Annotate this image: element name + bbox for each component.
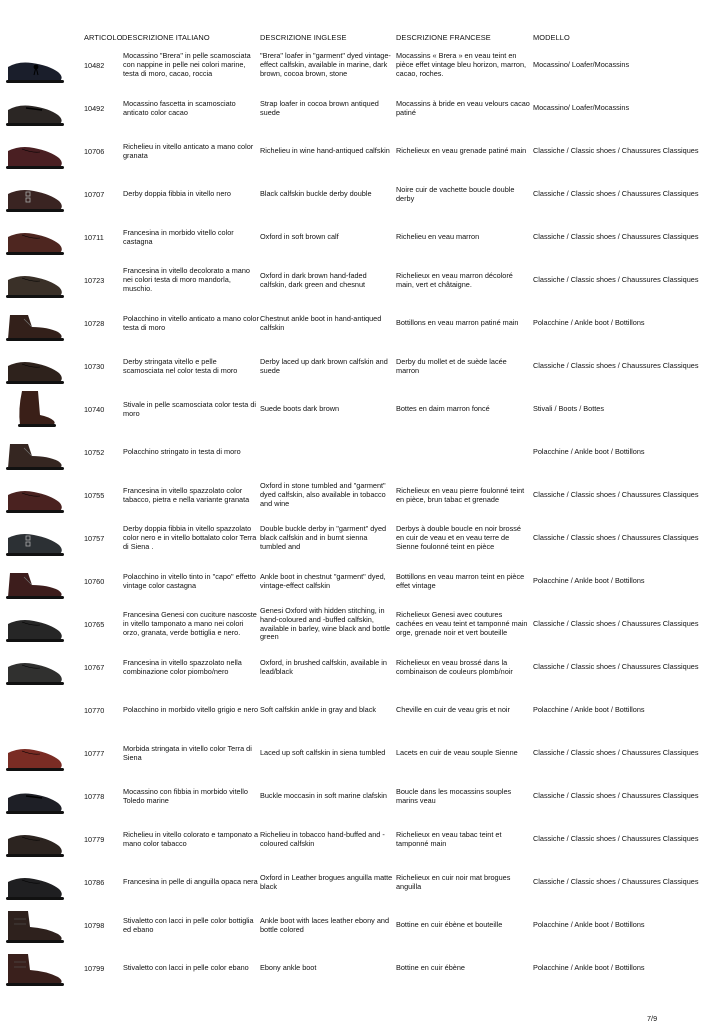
article-code: 10723 xyxy=(84,276,105,285)
article-code: 10492 xyxy=(84,104,105,113)
table-row xyxy=(0,388,724,431)
article-code: 10740 xyxy=(84,405,105,414)
shoe-image xyxy=(2,819,66,860)
model-category: Classiche / Classic shoes / Chaussures Classiques xyxy=(533,619,699,629)
shoe-image xyxy=(2,862,66,903)
table-row xyxy=(0,259,724,302)
shoe-image xyxy=(2,905,66,946)
description-french: Bottine en cuir ébène et bouteille xyxy=(396,920,503,930)
description-italian: Francesina in vitello decolorato a mano nei colori testa di moro mandorla, muschio. xyxy=(123,266,250,293)
header-articolo: ARTICOLO xyxy=(84,33,123,42)
model-category: Classiche / Classic shoes / Chaussures Classiques xyxy=(533,662,699,672)
model-category: Polacchine / Ankle boot / Bottillons xyxy=(533,705,645,715)
description-french: Richelieux en veau grenade patiné main xyxy=(396,146,527,156)
article-code: 10779 xyxy=(84,835,105,844)
description-french: Cheville en cuir de veau gris et noir xyxy=(396,705,510,715)
table-row xyxy=(0,130,724,173)
description-english: Oxford in stone tumbled and "garment" dyed calfskin, also available in tobacco and wine xyxy=(260,481,386,508)
description-english: Soft calfskin ankle in gray and black xyxy=(260,705,377,715)
header-modello: MODELLO xyxy=(533,33,570,42)
table-row xyxy=(0,474,724,517)
description-french: Richelieu en veau marron xyxy=(396,232,480,242)
model-category: Classiche / Classic shoes / Chaussures Classiques xyxy=(533,791,699,801)
article-code: 10777 xyxy=(84,749,105,758)
model-category: Classiche / Classic shoes / Chaussures Classiques xyxy=(533,748,699,758)
description-english: Ebony ankle boot xyxy=(260,963,317,973)
table-row xyxy=(0,689,724,732)
description-french: Bottillons en veau marron teint en pièce effet vintage xyxy=(396,571,525,590)
description-italian: Polacchino in vitello tinto in "capo" effetto vintage color castagna xyxy=(123,571,256,590)
description-english: Double buckle derby in "garment" dyed black calfskin and in burnt sienna tumbled and xyxy=(260,524,387,551)
shoe-image xyxy=(2,475,66,516)
description-italian: Polacchino stringato in testa di moro xyxy=(123,447,241,457)
model-category: Classiche / Classic shoes / Chaussures Classiques xyxy=(533,189,699,199)
model-category: Classiche / Classic shoes / Chaussures Classiques xyxy=(533,490,699,500)
table-row xyxy=(0,603,724,646)
shoe-image xyxy=(2,131,66,172)
table-row xyxy=(0,345,724,388)
article-code: 10765 xyxy=(84,620,105,629)
description-english xyxy=(260,431,393,474)
shoe-image xyxy=(2,346,66,387)
description-italian: Derby stringata vitello e pelle scamosciata nel color testa di moro xyxy=(123,356,238,375)
shoe-image xyxy=(2,604,66,645)
description-italian: Francesina Genesi con cuciture nascoste in vitello tamponato a mano nei colori orzo, granata, verde bottiglia e nero. xyxy=(123,610,257,637)
table-row xyxy=(0,216,724,259)
description-italian: Polacchino in morbido vitello grigio e nero xyxy=(123,705,259,715)
article-code: 10778 xyxy=(84,792,105,801)
table-row xyxy=(0,646,724,689)
model-category: Classiche / Classic shoes / Chaussures Classiques xyxy=(533,232,699,242)
article-code: 10760 xyxy=(84,577,105,586)
description-italian: Mocassino fascetta in scamosciato anticato color cacao xyxy=(123,98,236,117)
shoe-image xyxy=(2,260,66,301)
table-row xyxy=(0,947,724,990)
description-french: Bottillons en veau marron patiné main xyxy=(396,318,519,328)
model-category: Polacchine / Ankle boot / Bottillons xyxy=(533,576,645,586)
description-english: Chestnut ankle boot in hand-antiqued calfskin xyxy=(260,313,382,332)
table-row xyxy=(0,904,724,947)
description-french: Mocassins « Brera » en veau teint en pièce effet vintage bleu horizon, marron, cacao, roches. xyxy=(396,51,527,78)
header-descrizione-italiano: DESCRIZIONE ITALIANO xyxy=(122,33,210,42)
shoe-image xyxy=(2,432,66,473)
description-english: Suede boots dark brown xyxy=(260,404,340,414)
model-category: Classiche / Classic shoes / Chaussures Classiques xyxy=(533,877,699,887)
description-english: Ankle boot with laces leather ebony and bottle colored xyxy=(260,915,389,934)
shoe-image xyxy=(2,518,66,559)
shoe-image xyxy=(2,303,66,344)
model-category: Classiche / Classic shoes / Chaussures Classiques xyxy=(533,275,699,285)
description-italian: Mocassino con fibbia in morbido vitello Toledo marine xyxy=(123,786,248,805)
table-row xyxy=(0,173,724,216)
description-english: Richelieu in tobacco hand-buffed and -coloured calfskin xyxy=(260,829,385,848)
table-row xyxy=(0,775,724,818)
model-category: Classiche / Classic shoes / Chaussures Classiques xyxy=(533,361,699,371)
description-french: Bottes en daim marron foncé xyxy=(396,404,490,414)
table-row xyxy=(0,861,724,904)
table-row xyxy=(0,517,724,560)
shoe-image xyxy=(2,389,66,430)
description-english: Oxford in dark brown hand-faded calfskin, dark green and chesnut xyxy=(260,270,367,289)
table-row xyxy=(0,560,724,603)
description-french: Bottine en cuir ébène xyxy=(396,963,465,973)
model-category: Polacchine / Ankle boot / Bottillons xyxy=(533,318,645,328)
article-code: 10711 xyxy=(84,233,104,242)
article-code: 10707 xyxy=(84,190,105,199)
article-code: 10706 xyxy=(84,147,105,156)
description-english: Oxford in Leather brogues anguilla matte black xyxy=(260,872,393,891)
description-english: Ankle boot in chestnut "garment" dyed, vintage-effect calfskin xyxy=(260,571,386,590)
article-code: 10786 xyxy=(84,878,105,887)
description-english: Black calfskin buckle derby double xyxy=(260,189,372,199)
description-french: Richelieux en veau tabac teint et tamponné main xyxy=(396,829,502,848)
table-row xyxy=(0,87,724,130)
page-number: 7/9 xyxy=(647,1014,658,1023)
header-descrizione-inglese: DESCRIZIONE INGLESE xyxy=(260,33,347,42)
shoe-image xyxy=(2,45,66,86)
article-code: 10482 xyxy=(84,61,105,70)
header-descrizione-francese: DESCRIZIONE FRANCESE xyxy=(396,33,491,42)
model-category: Polacchine / Ankle boot / Bottillons xyxy=(533,963,645,973)
description-english: Oxford, in brushed calfskin, available in lead/black xyxy=(260,657,387,676)
description-italian: Francesina in vitello spazzolato color tabacco, pietra e nella variante granata xyxy=(123,485,250,504)
description-italian: Derby doppia fibbia in vitello nero xyxy=(123,189,231,199)
table-row xyxy=(0,302,724,345)
shoe-image xyxy=(2,88,66,129)
description-french: Richelieux en veau brossé dans la combinaison de couleurs plomb/noir xyxy=(396,657,513,676)
article-code: 10798 xyxy=(84,921,105,930)
description-french: Richelieux en cuir noir mat brogues anguilla xyxy=(396,872,511,891)
description-italian: Mocassino "Brera" in pelle scamosciata con nappine in pelle nei colori marine, testa di moro, cacao, roccia xyxy=(123,51,251,78)
description-italian: Morbida stringata in vitello color Terra di Siena xyxy=(123,743,252,762)
article-code: 10770 xyxy=(84,706,105,715)
article-code: 10757 xyxy=(84,534,105,543)
table-row xyxy=(0,732,724,775)
shoe-image xyxy=(2,733,66,774)
shoe-image xyxy=(2,174,66,215)
description-french: Lacets en cuir de veau souple Sienne xyxy=(396,748,518,758)
model-category: Classiche / Classic shoes / Chaussures Classiques xyxy=(533,834,699,844)
article-code: 10728 xyxy=(84,319,105,328)
description-italian: Stivaletto con lacci in pelle color ebano xyxy=(123,963,249,973)
shoe-image xyxy=(2,948,66,989)
shoe-image xyxy=(2,647,66,688)
table-row xyxy=(0,818,724,861)
model-category: Stivali / Boots / Bottes xyxy=(533,404,604,414)
description-french: Richelieux Genesi avec coutures cachées en veau teint et tamponné main orge, grenade noir et vert bouteille xyxy=(396,610,528,637)
model-category: Classiche / Classic shoes / Chaussures Classiques xyxy=(533,533,699,543)
description-italian: Stivale in pelle scamosciata color testa di moro xyxy=(123,399,257,418)
shoe-image xyxy=(2,217,66,258)
description-italian: Richelieu in vitello colorato e tamponato a mano color tabacco xyxy=(123,829,259,848)
article-code: 10799 xyxy=(84,964,105,973)
shoe-image xyxy=(2,561,66,602)
article-code: 10752 xyxy=(84,448,105,457)
description-english: Buckle moccasin in soft marine clafskin xyxy=(260,791,387,801)
model-category: Mocassino/ Loafer/Mocassins xyxy=(533,103,630,113)
description-english: Laced up soft calfskin in siena tumbled xyxy=(260,748,386,758)
article-code: 10730 xyxy=(84,362,105,371)
description-french: Mocassins à bride en veau velours cacao patiné xyxy=(396,98,530,117)
model-category: Polacchine / Ankle boot / Bottillons xyxy=(533,447,645,457)
description-english: Genesi Oxford with hidden stitching, in hand-coloured and -buffed calfskin, available in barley, wine black and bottle green xyxy=(260,606,391,642)
description-english: Richelieu in wine hand-antiqued calfskin xyxy=(260,146,390,156)
description-french: Derbys à double boucle en noir brossé en cuir de veau et en veau terre de Sienne foulonné teint en pièce xyxy=(396,524,521,551)
description-french: Boucle dans les mocassins souples marins veau xyxy=(396,786,512,805)
product-table xyxy=(0,44,724,990)
description-english: Derby laced up dark brown calfskin and suede xyxy=(260,356,388,375)
description-french: Richelieux en veau marron décoloré main, vert et châtaigne. xyxy=(396,270,513,289)
description-french: Derby du mollet et de suède lacée marron xyxy=(396,356,507,375)
description-italian: Francesina in morbido vitello color castagna xyxy=(123,227,234,246)
table-row xyxy=(0,431,724,474)
description-french: Noire cuir de vachette boucle double derby xyxy=(396,184,515,203)
model-category: Polacchine / Ankle boot / Bottillons xyxy=(533,920,645,930)
description-italian: Francesina in vitello spazzolato nella combinazione color piombo/nero xyxy=(123,657,242,676)
description-french xyxy=(396,431,530,474)
description-english: "Brera" loafer in "garment" dyed vintage-effect calfskin, available in marine, dark brown, cocoa brown, stone xyxy=(260,51,391,78)
description-italian: Derby doppia fibbia in vitello spazzolato color nero e in vitello bottalato color Terra di Siena . xyxy=(123,524,257,551)
shoe-image xyxy=(2,776,66,817)
model-category: Mocassino/ Loafer/Mocassins xyxy=(533,60,630,70)
description-french: Richelieux en veau pierre foulonné teint en pièce, brun tabac et grenade xyxy=(396,485,525,504)
description-italian: Polacchino in vitello anticato a mano color testa di moro xyxy=(123,313,259,332)
table-row xyxy=(0,44,724,87)
description-english: Strap loafer in cocoa brown antiqued suede xyxy=(260,98,379,117)
description-english: Oxford in soft brown calf xyxy=(260,232,339,242)
article-code: 10755 xyxy=(84,491,105,500)
shoe-image xyxy=(2,690,66,731)
description-italian: Stivaletto con lacci in pelle color bottiglia ed ebano xyxy=(123,915,254,934)
article-code: 10767 xyxy=(84,663,105,672)
description-italian: Richelieu in vitello anticato a mano color granata xyxy=(123,141,254,160)
description-italian: Francesina in pelle di anguilla opaca nera xyxy=(123,877,258,887)
model-category: Classiche / Classic shoes / Chaussures Classiques xyxy=(533,146,699,156)
